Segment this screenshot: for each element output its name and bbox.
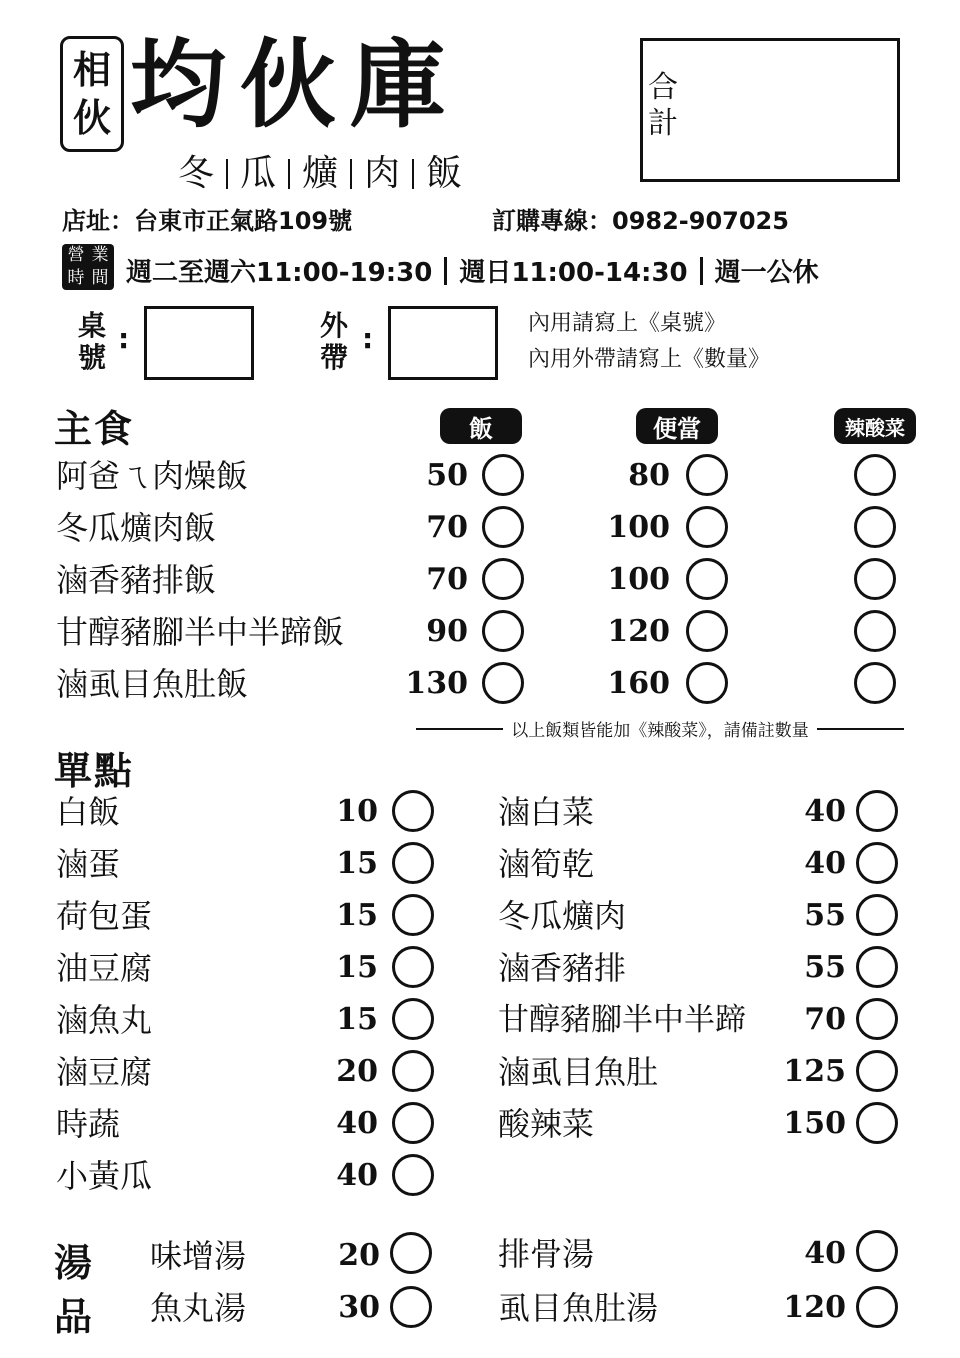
single-item-price: 15	[336, 950, 378, 985]
subtitle-char: 瓜	[240, 153, 277, 194]
single-item-name: 白飯	[56, 793, 121, 831]
single-qty-circle[interactable]	[392, 946, 434, 988]
main-item-name: 甘醇豬腳半中半蹄飯	[56, 613, 345, 651]
bento-qty-circle[interactable]	[686, 662, 728, 704]
note-table: 內用請寫上《桌號》	[528, 311, 727, 336]
rice-price: 70	[426, 562, 468, 597]
single-qty-circle[interactable]	[856, 894, 898, 936]
soup-item-price: 40	[804, 1236, 846, 1271]
colon: :	[118, 322, 130, 355]
rice-price: 130	[405, 666, 468, 701]
single-qty-circle[interactable]	[392, 1154, 434, 1196]
hours-weekday: 週二至週六11:00-19:30	[126, 258, 433, 288]
single-qty-circle[interactable]	[856, 998, 898, 1040]
single-item-name: 滷白菜	[498, 793, 595, 831]
single-item-price: 20	[336, 1054, 378, 1089]
footnote	[416, 716, 904, 741]
takeout-number-box[interactable]	[388, 306, 498, 380]
subtitle-char: 冬	[178, 153, 215, 194]
single-item-price: 40	[336, 1106, 378, 1141]
total-label: 合計	[648, 70, 678, 141]
single-qty-circle[interactable]	[856, 790, 898, 832]
bento-qty-circle[interactable]	[686, 610, 728, 652]
table-label: 桌號	[77, 309, 106, 374]
col-rice-header: 飯	[440, 408, 522, 444]
pickle-qty-circle[interactable]	[854, 454, 896, 496]
col-pickle-header: 辣酸菜	[834, 408, 916, 444]
single-qty-circle[interactable]	[856, 1050, 898, 1092]
single-item-price: 40	[336, 1158, 378, 1193]
soup-item-name: 排骨湯	[498, 1235, 595, 1273]
single-section-title: 單點	[54, 748, 135, 793]
single-item-price: 55	[804, 898, 846, 933]
soup-item-name: 虱目魚肚湯	[498, 1289, 659, 1327]
single-item-price: 55	[804, 950, 846, 985]
hours-badge	[62, 244, 114, 290]
single-item-name: 小黃瓜	[56, 1157, 153, 1195]
single-item-price: 10	[336, 794, 378, 829]
col-bento-header: 便當	[636, 408, 718, 444]
single-item-name: 滷蛋	[56, 845, 121, 883]
main-item-name: 滷香豬排飯	[56, 561, 217, 599]
rice-price: 50	[426, 458, 468, 493]
bento-price: 80	[628, 458, 670, 493]
single-item-name: 甘醇豬腳半中半蹄	[498, 1002, 746, 1038]
table-number-box[interactable]	[144, 306, 254, 380]
single-qty-circle[interactable]	[392, 998, 434, 1040]
single-qty-circle[interactable]	[392, 894, 434, 936]
soup-title-char: 品	[54, 1294, 95, 1339]
subtitle-char: 肉	[364, 153, 401, 194]
rice-price: 90	[426, 614, 468, 649]
single-qty-circle[interactable]	[392, 1050, 434, 1092]
rice-qty-circle[interactable]	[482, 454, 524, 496]
single-item-price: 15	[336, 1002, 378, 1037]
single-item-price: 150	[783, 1106, 846, 1141]
single-item-name: 冬瓜爌肉	[498, 897, 627, 935]
main-section-title: 主食	[54, 406, 135, 451]
subtitle-char: 飯	[426, 153, 463, 194]
takeout-label: 外帶	[319, 309, 348, 374]
main-item-name: 滷虱目魚肚飯	[56, 665, 249, 703]
colon: :	[362, 322, 374, 355]
bento-price: 160	[607, 666, 670, 701]
soup-item-price: 30	[338, 1290, 380, 1325]
single-item-name: 荷包蛋	[56, 897, 153, 935]
subtitle	[178, 152, 462, 196]
seal-char: 伙	[72, 95, 111, 140]
logo-seal	[60, 36, 124, 152]
bento-price: 100	[607, 510, 670, 545]
pickle-qty-circle[interactable]	[854, 610, 896, 652]
single-item-price: 15	[336, 846, 378, 881]
main-item-name: 冬瓜爌肉飯	[56, 509, 217, 547]
single-qty-circle[interactable]	[392, 842, 434, 884]
badge-char: 營	[67, 245, 85, 265]
pickle-qty-circle[interactable]	[854, 662, 896, 704]
single-item-name: 油豆腐	[56, 949, 153, 987]
address: 店址：台東市正氣路109號	[62, 207, 353, 235]
single-item-price: 125	[783, 1054, 846, 1089]
single-item-name: 酸辣菜	[498, 1105, 595, 1143]
single-qty-circle[interactable]	[856, 1102, 898, 1144]
single-item-name: 時蔬	[56, 1105, 121, 1143]
soup-item-name: 味增湯	[150, 1237, 247, 1275]
single-item-name: 滷魚丸	[56, 1001, 153, 1039]
hours-sunday: 週日11:00-14:30	[459, 258, 688, 288]
soup-qty-circle[interactable]	[856, 1230, 898, 1272]
soup-qty-circle[interactable]	[390, 1232, 432, 1274]
hours-closed: 週一公休	[714, 258, 819, 288]
bento-qty-circle[interactable]	[686, 506, 728, 548]
rice-price: 70	[426, 510, 468, 545]
badge-char: 時	[67, 268, 85, 288]
single-qty-circle[interactable]	[856, 946, 898, 988]
single-item-price: 70	[804, 1002, 846, 1037]
soup-item-price: 120	[783, 1290, 846, 1325]
rice-qty-circle[interactable]	[482, 662, 524, 704]
note-takeout: 內用外帶請寫上《數量》	[528, 347, 771, 372]
single-item-name: 滷豆腐	[56, 1053, 153, 1091]
rice-qty-circle[interactable]	[482, 506, 524, 548]
single-item-name: 滷虱目魚肚	[498, 1053, 659, 1091]
single-item-price: 40	[804, 846, 846, 881]
badge-char: 業	[91, 245, 109, 265]
single-item-price: 40	[804, 794, 846, 829]
badge-char: 間	[91, 268, 109, 288]
subtitle-char: 爌	[302, 153, 339, 194]
rice-qty-circle[interactable]	[482, 558, 524, 600]
bento-qty-circle[interactable]	[686, 454, 728, 496]
bento-price: 100	[607, 562, 670, 597]
soup-title-char: 湯	[54, 1240, 95, 1285]
single-item-name: 滷香豬排	[498, 949, 627, 987]
brand-name: 均伙庫	[130, 28, 460, 141]
soup-qty-circle[interactable]	[856, 1286, 898, 1328]
single-qty-circle[interactable]	[392, 1102, 434, 1144]
single-item-price: 15	[336, 898, 378, 933]
business-hours	[126, 252, 819, 289]
pickle-qty-circle[interactable]	[854, 558, 896, 600]
bento-qty-circle[interactable]	[686, 558, 728, 600]
rice-qty-circle[interactable]	[482, 610, 524, 652]
single-qty-circle[interactable]	[392, 790, 434, 832]
soup-item-price: 20	[338, 1238, 380, 1273]
pickle-qty-circle[interactable]	[854, 506, 896, 548]
bento-price: 120	[607, 614, 670, 649]
soup-item-name: 魚丸湯	[150, 1289, 247, 1327]
single-item-name: 滷筍乾	[498, 845, 595, 883]
phone: 訂購專線：0982-907025	[492, 207, 789, 235]
soup-qty-circle[interactable]	[390, 1286, 432, 1328]
single-qty-circle[interactable]	[856, 842, 898, 884]
seal-char: 相	[72, 47, 111, 92]
main-item-name: 阿爸ㄟ肉燥飯	[56, 457, 249, 495]
footnote-text: 以上飯類皆能加《辣酸菜》，請備註數量	[511, 721, 809, 741]
